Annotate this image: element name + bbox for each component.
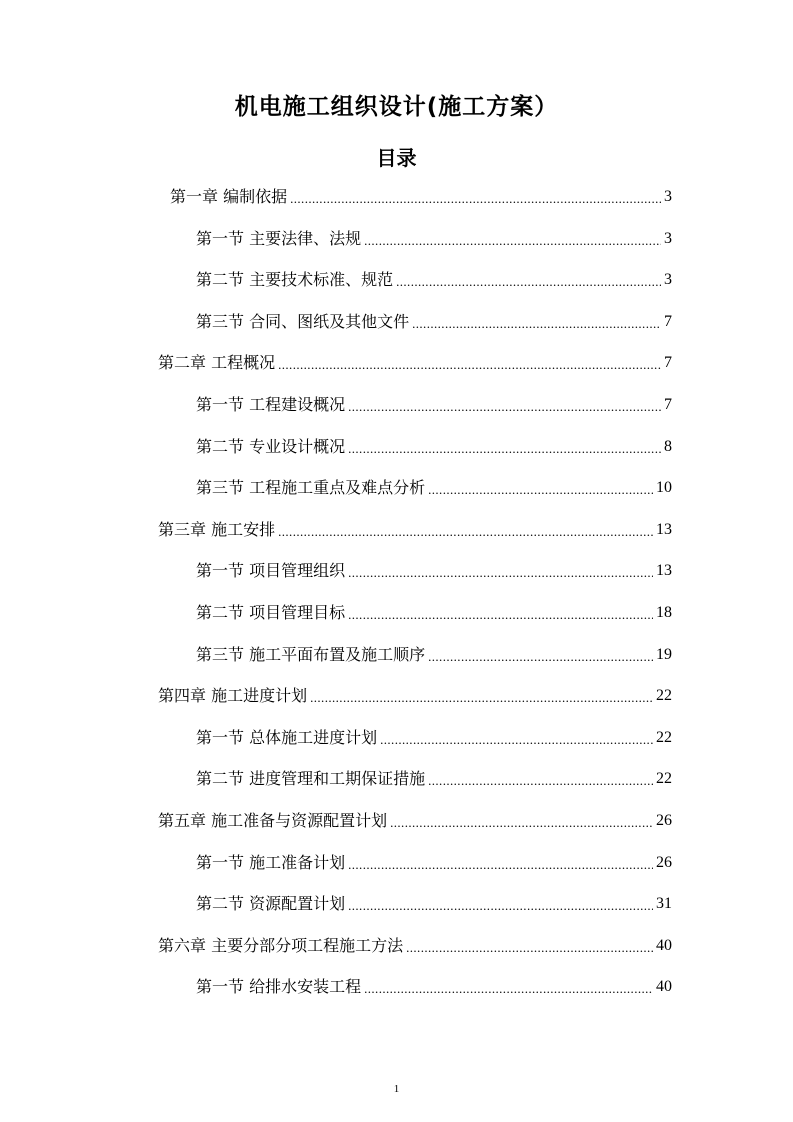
toc-entry-page: 8	[664, 437, 672, 455]
toc-entry-label: 第一节 主要法律、法规	[196, 228, 362, 248]
toc-entry-page: 3	[664, 271, 672, 289]
toc-dot-leader	[428, 641, 653, 669]
toc-entry-label: 第三节 施工平面布置及施工顺序	[196, 644, 426, 664]
toc-entry-label: 第二章 工程概况	[158, 353, 276, 373]
toc-dot-leader	[364, 225, 661, 253]
toc-section-entry[interactable]	[196, 474, 672, 502]
toc-section-entry[interactable]	[196, 890, 672, 918]
toc-dot-leader	[428, 765, 653, 793]
page-number: 1	[393, 1083, 400, 1095]
toc-entry-page: 3	[664, 229, 672, 247]
toc-dot-leader	[348, 391, 661, 419]
toc-section-entry[interactable]	[196, 641, 672, 669]
toc-entry-label: 第二节 项目管理目标	[196, 603, 346, 622]
page-title: 机电施工组织设计(施工方案）	[234, 94, 559, 120]
toc-entry-page: 7	[664, 312, 672, 330]
toc-section-entry[interactable]	[196, 308, 672, 336]
toc-entry-label: 第一章 编制依据	[170, 187, 288, 206]
toc-dot-leader	[348, 433, 661, 461]
toc-chapter-entry[interactable]	[158, 516, 672, 544]
toc-dot-leader	[290, 183, 661, 211]
toc-entry-page: 13	[656, 520, 672, 538]
toc-dot-leader	[348, 890, 653, 918]
toc-entry-label: 第三节 工程施工重点及难点分析	[196, 478, 426, 498]
toc-section-entry[interactable]	[196, 724, 672, 752]
toc-entry-page: 26	[656, 853, 672, 871]
toc-entry-label: 第二节 进度管理和工期保证措施	[196, 769, 426, 789]
toc-section-entry[interactable]	[196, 765, 672, 793]
toc-entry-label: 第一节 总体施工进度计划	[196, 727, 378, 747]
toc-section-entry[interactable]	[196, 266, 672, 294]
toc-dot-leader	[348, 849, 653, 877]
toc-entry-label: 第一节 施工准备计划	[196, 852, 346, 872]
toc-section-entry[interactable]	[196, 599, 672, 627]
toc-dot-leader	[278, 349, 661, 377]
toc-dot-leader	[348, 557, 653, 585]
toc-entry-page: 22	[656, 728, 672, 746]
toc-entry-label: 第一节 工程建设概况	[196, 395, 346, 414]
toc-entry-page: 7	[664, 396, 672, 413]
toc-dot-leader	[278, 516, 653, 544]
toc-entry-label: 第三节 合同、图纸及其他文件	[196, 311, 410, 331]
toc-chapter-entry[interactable]	[158, 682, 672, 710]
toc-section-entry[interactable]	[196, 225, 672, 253]
toc-entry-label: 第二节 主要技术标准、规范	[196, 270, 394, 290]
toc-dot-leader	[396, 266, 661, 294]
toc-entry-label: 第一节 给排水安装工程	[196, 977, 362, 997]
toc-entry-page: 40	[656, 978, 672, 996]
toc-entry-page: 3	[664, 188, 672, 205]
toc-entry-page: 18	[656, 604, 672, 621]
toc-entry-page: 26	[656, 812, 672, 829]
toc-dot-leader	[428, 474, 653, 502]
toc-chapter-entry[interactable]	[158, 932, 672, 960]
toc-section-entry[interactable]	[196, 973, 672, 1001]
toc-entry-page: 40	[656, 936, 672, 954]
toc-heading: 目录	[376, 146, 417, 170]
toc-entry-label: 第二节 专业设计概况	[196, 436, 346, 456]
toc-section-entry[interactable]	[196, 433, 672, 461]
toc-section-entry[interactable]	[196, 391, 672, 419]
toc-chapter-entry[interactable]	[158, 807, 672, 835]
toc-entry-page: 10	[656, 479, 672, 497]
toc-entry-label: 第三章 施工安排	[158, 519, 276, 539]
toc-entry-page: 13	[656, 562, 672, 580]
toc-dot-leader	[406, 932, 653, 960]
toc-chapter-entry[interactable]	[170, 183, 672, 211]
toc-entry-label: 第二节 资源配置计划	[196, 894, 346, 914]
toc-dot-leader	[390, 807, 653, 835]
toc-dot-leader	[310, 682, 653, 710]
toc-chapter-entry[interactable]	[158, 349, 672, 377]
toc-entry-page: 19	[656, 645, 672, 663]
toc-entry-page: 22	[656, 770, 672, 788]
toc-entry-page: 22	[656, 687, 672, 705]
toc-entry-page: 7	[664, 354, 672, 372]
toc-entry-label: 第六章 主要分部分项工程施工方法	[158, 935, 404, 955]
toc-section-entry[interactable]	[196, 557, 672, 585]
toc-dot-leader	[364, 973, 653, 1001]
toc-dot-leader	[412, 308, 661, 336]
toc-dot-leader	[380, 724, 653, 752]
toc-entry-label: 第一节 项目管理组织	[196, 561, 346, 581]
toc-dot-leader	[348, 599, 653, 627]
toc-section-entry[interactable]	[196, 849, 672, 877]
toc-entry-label: 第四章 施工进度计划	[158, 686, 308, 706]
toc-entry-label: 第五章 施工准备与资源配置计划	[158, 811, 388, 830]
toc-entry-page: 31	[656, 895, 672, 913]
